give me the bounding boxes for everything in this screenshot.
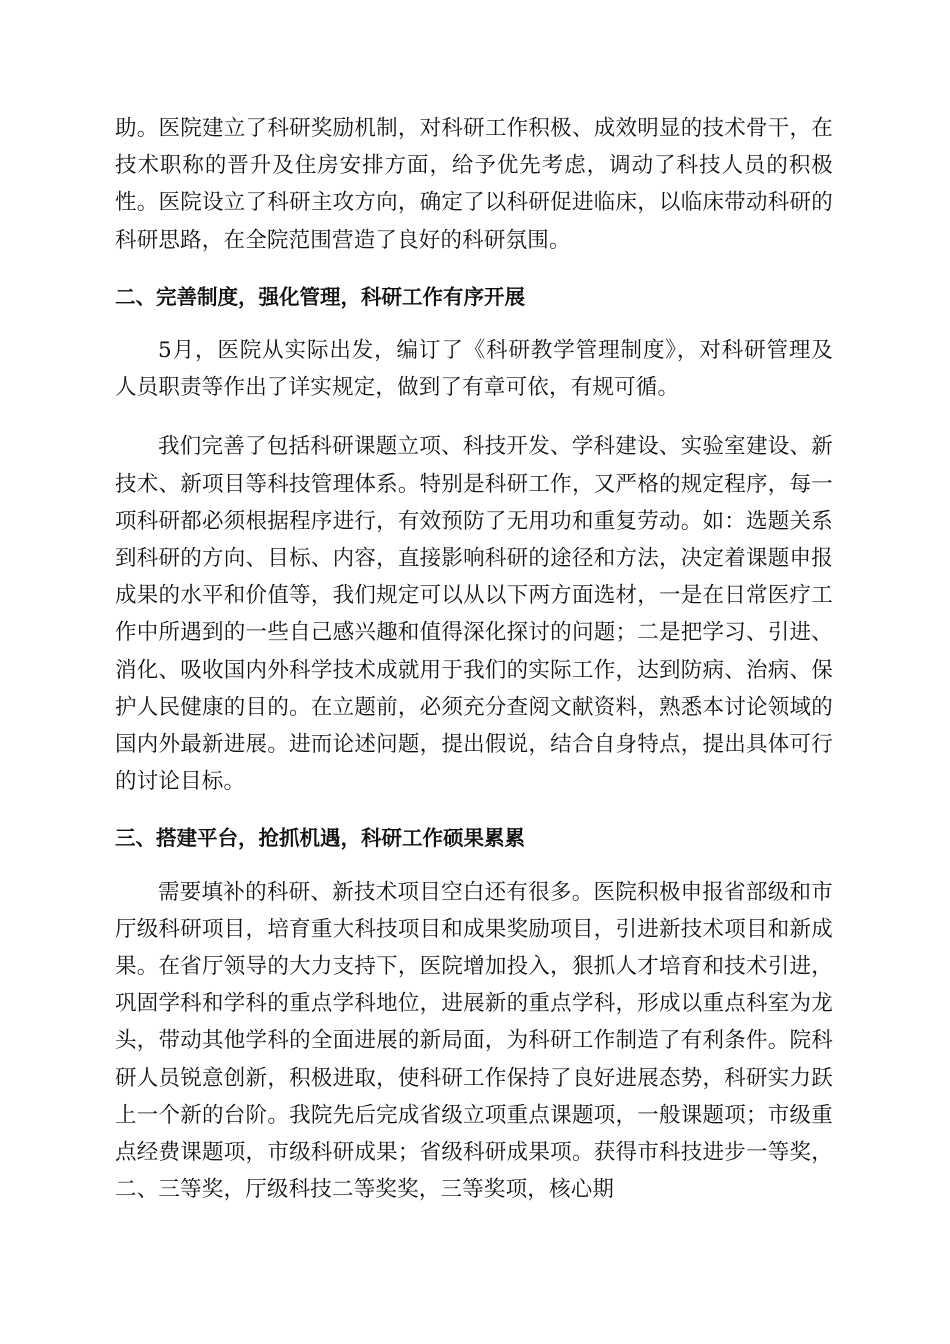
paragraph-2-2: 我们完善了包括科研课题立项、科技开发、学科建设、实验室建设、新技术、新项目等科技管理体系。特别是科研工作，又严格的规定程序，每一项科研都必须根据程序进行，有效预防了无用功和重复劳动。如：选题关系到科研的方向、目标、内容，直接影响科研的途径和方法，决定着课题申报成果的水平和价值等，我们规定可以从以下两方面选材，一是在日常医疗工作中所遇到的一些自己感兴趣和值得深化探讨的问题；二是把学习、引进、消化、吸收国内外科学技术成就用于我们的实际工作，达到防病、治病、保护人民健康的目的。在立题前，必须充分查阅文献资料，熟悉本讨论领域的国内外最新进展。进而论述问题，提出假说，结合自身特点，提出具体可行的讨论目标。 [115, 434, 833, 795]
paragraph-3-1: 需要填补的科研、新技术项目空白还有很多。医院积极申报省部级和市厅级科研项目，培育重大科技项目和成果奖励项目，引进新技术项目和新成果。在省厅领导的大力支持下，医院增加投入，狠抓人才培育和技术引进，巩固学科和学科的重点学科地位，进展新的重点学科，形成以重点科室为龙头，带动其他学科的全面进展的新局面，为科研工作制造了有利条件。院科研人员锐意创新，积极进取，使科研工作保持了良好进展态势，科研实力跃上一个新的台阶。我院先后完成省级立项重点课题项，一般课题项；市级重点经费课题项，市级科研成果；省级科研成果项。获得市科技进步一等奖，二、三等奖，厅级科技二等奖奖，三等奖项，核心期 [115, 879, 833, 1203]
paragraph-2-1: 5月，医院从实际出发，编订了《科研教学管理制度》，对科研管理及人员职责等作出了详实规定，做到了有章可依，有规可循。 [115, 338, 833, 401]
paragraph-intro: 助。医院建立了科研奖励机制，对科研工作积极、成效明显的技术骨干，在技术职称的晋升及住房安排方面，给予优先考虑，调动了科技人员的积极性。医院设立了科研主攻方向，确定了以科研促进临床，以临床带动科研的科研思路，在全院范围营造了良好的科研氛围。 [115, 116, 833, 253]
section-heading-2: 二、完善制度，强化管理，科研工作有序开展 [115, 284, 525, 309]
document-page [115, 110, 833, 1208]
section-heading-3: 三、搭建平台，抢抓机遇，科研工作硕果累累 [115, 826, 525, 851]
